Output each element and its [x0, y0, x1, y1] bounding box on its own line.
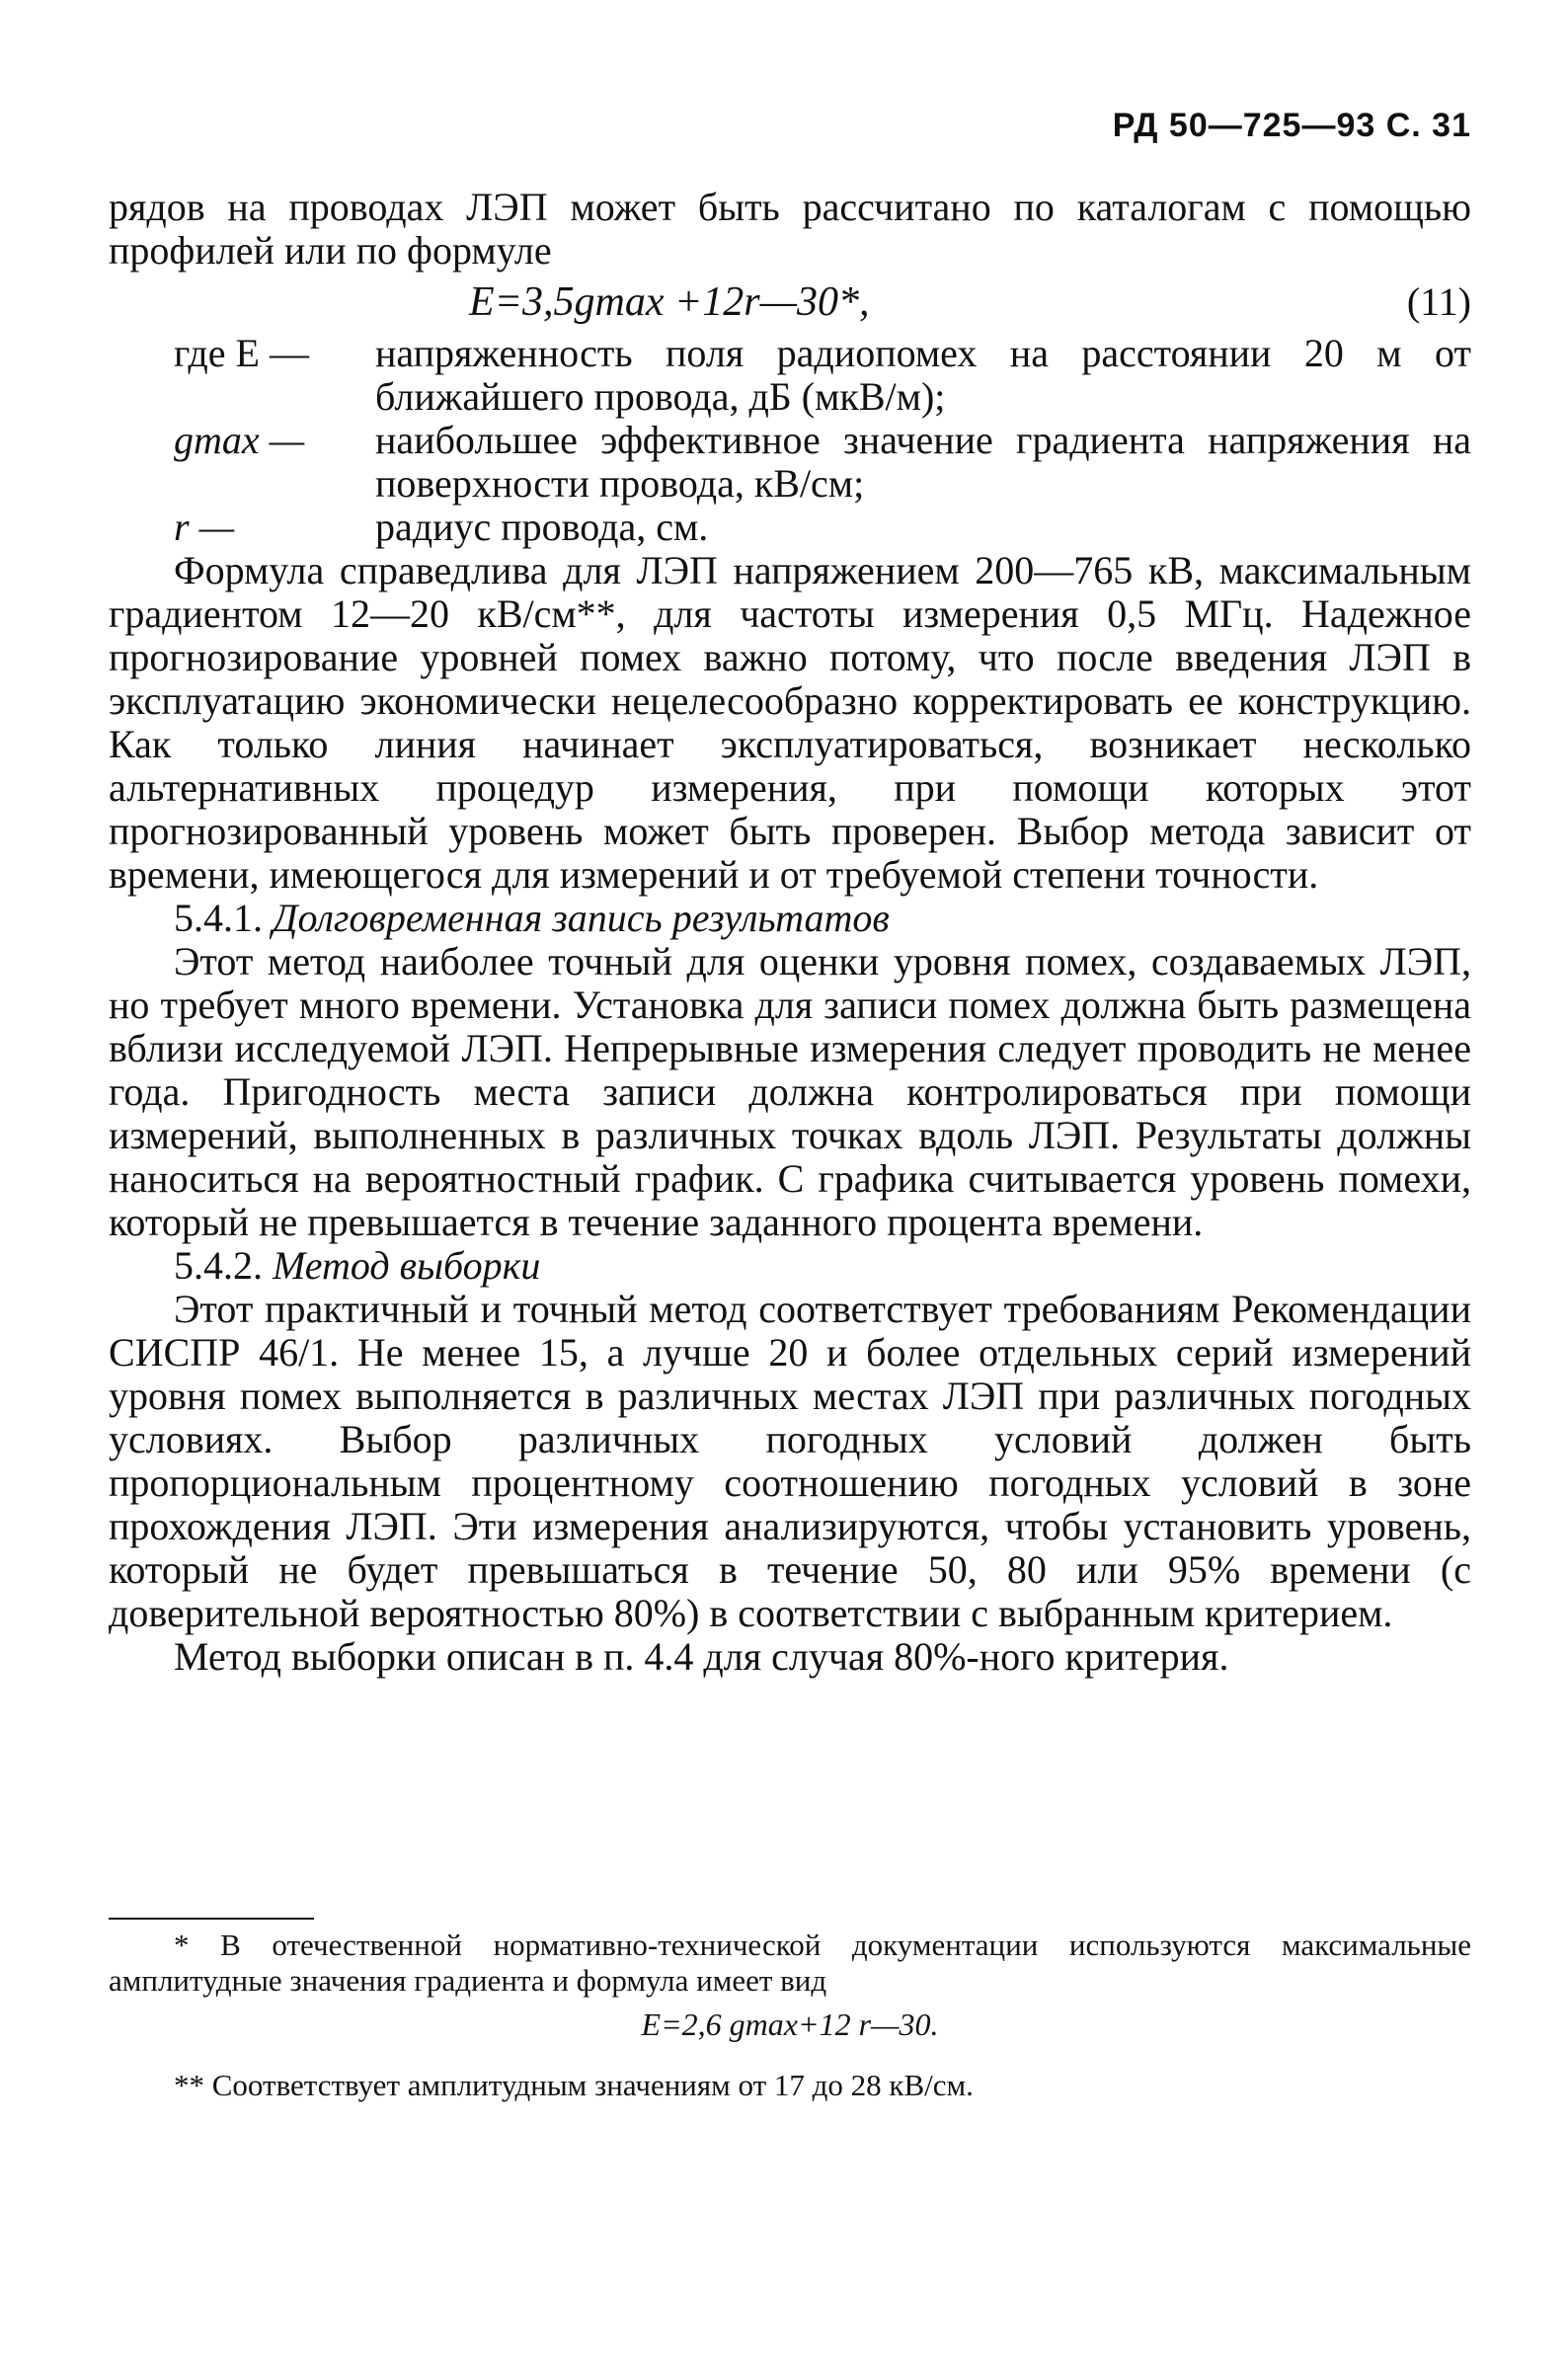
document-page: [109, 0, 1471, 2360]
definition-term: gmax —: [174, 418, 305, 462]
footnote-formula: E=2,6 gmax+12 r—30.: [641, 2006, 939, 2042]
footnote-divider: [109, 1918, 314, 1920]
section-heading-542: [109, 1244, 1471, 1288]
formula-line: [109, 273, 1471, 332]
footnote-2: ** Соответствует амплитудным значениям от 17 до 28 кВ/см.: [174, 2068, 974, 2102]
footnote-1: * В отечественной нормативно-технической документации используются максимальные амплитудные значения градиента и формула имеет вид: [109, 1927, 1471, 1998]
definition-text: наибольшее эффективное значение градиента напряжения на поверхности провода, кВ/см;: [375, 418, 1471, 506]
formula-number: (11): [1406, 279, 1471, 324]
section-title: Метод выборки: [273, 1243, 541, 1288]
paragraph-formula-validity: Формула справедлива для ЛЭП напряжением 200—765 кВ, максимальным градиентом 12—20 кВ/см**, для частоты измерения 0,5 МГц. Надежное прогнозирование уровней помех важно потому, что после введения ЛЭП в эксплуатацию экономически нецелесообразно корректировать ее конструкцию. Как только линия начинает эксплуатироваться, возникает несколько альтернативных процедур измерения, при помощи которых этот прогнозированный уровень может быть проверен. Выбор метода зависит от времени, имеющегося для измерений и от требуемой степени точности.: [109, 548, 1471, 897]
definition-term: где E —: [174, 331, 309, 375]
definition-row: [109, 506, 1471, 549]
main-text: [109, 186, 1471, 1679]
intro-paragraph: рядов на проводах ЛЭП может быть рассчитано по каталогам с помощью профилей или по формуле: [109, 185, 1471, 273]
running-head: РД 50—725—93 С. 31: [1112, 107, 1471, 144]
section-number: 5.4.2.: [174, 1243, 263, 1288]
section-heading-541: [109, 897, 1471, 940]
footnotes: [109, 1927, 1471, 2103]
paragraph-541: Этот метод наиболее точный для оценки уровня помех, создаваемых ЛЭП, но требует много времени. Установка для записи помех должна быть размещена вблизи исследуемой ЛЭП. Непрерывные измерения следует проводить не менее года. Пригодность места записи должна контролироваться при помощи измерений, выполненных в различных точках вдоль ЛЭП. Результаты должны наноситься на вероятностный график. С графика считывается уровень помехи, который не превышается в течение заданного процента времени.: [109, 939, 1471, 1244]
paragraph-542: Этот практичный и точный метод соответствует требованиям Рекомендации СИСПР 46/1. Не менее 15, а лучше 20 и более отдельных серий измерений уровня помех выполняется в различных местах ЛЭП при различных погодных условиях. Выбор различных погодных условий должен быть пропорциональным процентному соотношению погодных условий в зоне прохождения ЛЭП. Эти измерения анализируются, чтобы установить уровень, который не будет превышаться в течение 50, 80 или 95% времени (с доверительной вероятностью 80%) в соответствии с выбранным критерием.: [109, 1287, 1471, 1635]
definition-term: r —: [174, 505, 235, 549]
section-title: Долговременная запись результатов: [273, 896, 890, 940]
definition-text: напряженность поля радиопомех на расстоянии 20 м от ближайшего провода, дБ (мкВ/м);: [375, 331, 1471, 419]
section-number: 5.4.1.: [174, 896, 263, 940]
definition-row: [109, 332, 1471, 419]
definition-text: радиус провода, см.: [375, 505, 709, 549]
formula: E=3,5gmax +12r—30*,: [469, 279, 870, 325]
paragraph-final: Метод выборки описан в п. 4.4 для случая 80%-ного критерия.: [174, 1634, 1229, 1679]
definition-row: [109, 419, 1471, 506]
